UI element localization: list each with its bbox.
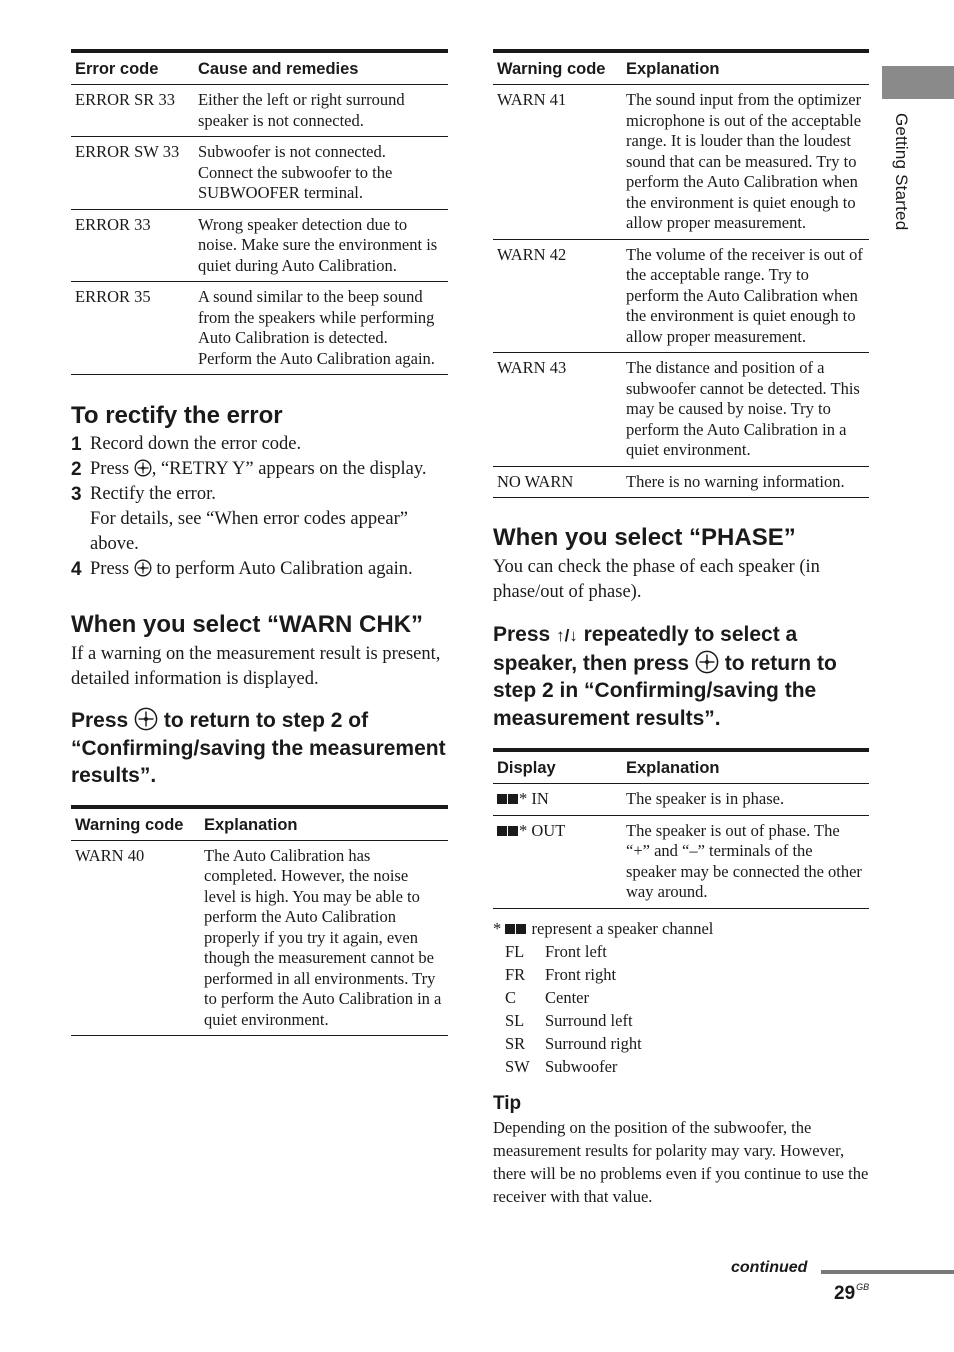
channel-abbr: SW bbox=[505, 1056, 530, 1076]
enter-button-icon bbox=[134, 559, 152, 577]
phase-heading: When you select “PHASE” bbox=[493, 524, 796, 551]
explanation-cell: The Auto Calibration has completed. However, the noise level is high. You may be able to perform the Auto Calibration properly if you try it again, even though the measurement cannot be performed in all environments. Try to perform the Auto Calibration in a quiet environment. bbox=[200, 840, 448, 1036]
step-item bbox=[71, 432, 448, 457]
section-tab-marker bbox=[882, 66, 954, 99]
column-header: Explanation bbox=[622, 51, 869, 85]
channel-name: Surround left bbox=[545, 1010, 633, 1030]
footnote-star: * bbox=[493, 918, 506, 938]
page-number-value: 29 bbox=[834, 1283, 856, 1304]
rectify-heading: To rectify the error bbox=[71, 402, 283, 429]
remedy-cell: Subwoofer is not connected. Connect the subwoofer to the SUBWOOFER terminal. bbox=[194, 137, 448, 210]
continued-bar bbox=[821, 1270, 954, 1274]
channel-abbr: C bbox=[505, 987, 517, 1007]
display-cell bbox=[493, 815, 622, 908]
warning-code-table-left bbox=[71, 805, 448, 1037]
table-row bbox=[71, 137, 448, 210]
channel-name: Center bbox=[545, 987, 589, 1007]
continued-label: continued bbox=[731, 1259, 808, 1276]
phase-display-table bbox=[493, 748, 869, 909]
column-header: Cause and remedies bbox=[194, 51, 448, 85]
enter-button-icon bbox=[134, 459, 152, 477]
explanation-cell: There is no warning information. bbox=[622, 466, 869, 498]
phase-instruction bbox=[493, 621, 869, 732]
table-row bbox=[71, 85, 448, 137]
step-text: Press bbox=[90, 559, 134, 579]
footnote-intro bbox=[493, 917, 869, 940]
remedy-cell: Wrong speaker detection due to noise. Make sure the environment is quiet during Auto Calibration. bbox=[194, 209, 448, 282]
right-column bbox=[493, 49, 869, 1208]
table-header-row bbox=[71, 807, 448, 841]
column-header: Explanation bbox=[622, 750, 869, 784]
instruction-text: to return to step 2 in “Confirming/saving the measurement results”. bbox=[493, 651, 837, 730]
page-suffix: GB bbox=[856, 1282, 870, 1292]
step-number: 3 bbox=[71, 484, 82, 505]
table-row bbox=[493, 466, 869, 498]
channel-abbr: FR bbox=[505, 964, 526, 984]
error-code-table bbox=[71, 49, 448, 375]
display-text: * IN bbox=[519, 789, 549, 808]
table-row bbox=[493, 784, 869, 816]
step-text: Rectify the error. bbox=[90, 484, 216, 504]
display-cell bbox=[493, 784, 622, 816]
remedy-cell: Either the left or right surround speaker is not connected. bbox=[194, 85, 448, 137]
list-item bbox=[493, 963, 869, 986]
list-item bbox=[493, 1032, 869, 1055]
table-row bbox=[493, 815, 869, 908]
list-item bbox=[493, 940, 869, 963]
channel-name: Front right bbox=[545, 964, 617, 984]
remedy-cell: A sound similar to the beep sound from the speakers while performing Auto Calibration is detected. Perform the Auto Calibration again. bbox=[194, 282, 448, 375]
list-item bbox=[493, 986, 869, 1009]
page-number bbox=[834, 1282, 869, 1305]
tip-body: Depending on the position of the subwoofer, the measurement results for polarity may vary. However, there will be no problems even if you continue to use the receiver with that value. bbox=[493, 1117, 869, 1206]
column-header: Warning code bbox=[71, 807, 200, 841]
column-header: Warning code bbox=[493, 51, 622, 85]
explanation-cell: The volume of the receiver is out of the acceptable range. Try to perform the Auto Calibration when the environment is quiet enough to allow proper measurement. bbox=[622, 239, 869, 353]
step-item bbox=[71, 557, 448, 582]
table-header-row bbox=[71, 51, 448, 85]
list-item bbox=[493, 1055, 869, 1078]
channel-footnote bbox=[493, 917, 869, 1078]
channel-squares-icon bbox=[497, 789, 519, 810]
footnote-text: represent a speaker channel bbox=[527, 918, 714, 938]
display-text: * OUT bbox=[519, 820, 566, 840]
column-header: Error code bbox=[71, 51, 194, 85]
tip-heading: Tip bbox=[493, 1092, 522, 1114]
warn-chk-heading: When you select “WARN CHK” bbox=[71, 611, 424, 638]
table-row bbox=[71, 209, 448, 282]
channel-abbr: SL bbox=[505, 1010, 525, 1030]
channel-squares-icon bbox=[497, 821, 519, 842]
step-item bbox=[71, 457, 448, 482]
left-column bbox=[71, 49, 448, 1036]
table-row bbox=[493, 353, 869, 467]
instruction-text: Press bbox=[493, 623, 557, 646]
column-header: Display bbox=[493, 750, 622, 784]
step-number: 2 bbox=[71, 459, 82, 480]
channel-name: Surround right bbox=[545, 1033, 642, 1053]
explanation-cell: The distance and position of a subwoofer cannot be detected. This may be caused by noise. Try to perform the Auto Calibration in a quiet environment. bbox=[622, 353, 869, 467]
warning-code-cell: WARN 43 bbox=[493, 353, 622, 467]
list-item bbox=[493, 1009, 869, 1032]
up-down-arrows-icon: ↑/↓ bbox=[556, 626, 578, 645]
instruction-text: to return to step 2 of “Confirming/saving the measurement results”. bbox=[71, 709, 446, 787]
step-number: 4 bbox=[71, 559, 82, 580]
error-code-cell: ERROR 35 bbox=[71, 282, 194, 375]
step-text: to perform Auto Calibration again. bbox=[151, 559, 413, 579]
step-text: Press bbox=[90, 459, 134, 479]
step-item bbox=[71, 482, 448, 557]
section-label: Getting Started bbox=[892, 113, 911, 231]
error-code-cell: ERROR 33 bbox=[71, 209, 194, 282]
table-row bbox=[71, 282, 448, 375]
table-row bbox=[71, 840, 448, 1036]
explanation-cell: The speaker is in phase. bbox=[622, 784, 869, 816]
channel-abbr: SR bbox=[505, 1033, 526, 1053]
step-note: For details, see “When error codes appear” above. bbox=[90, 509, 408, 554]
column-header: Explanation bbox=[200, 807, 448, 841]
channel-name: Subwoofer bbox=[545, 1056, 618, 1076]
rectify-steps bbox=[71, 432, 448, 582]
explanation-cell: The speaker is out of phase. The “+” and “–” terminals of the speaker may be connected the other way around. bbox=[622, 815, 869, 908]
warning-code-cell: NO WARN bbox=[493, 466, 622, 498]
table-header-row bbox=[493, 750, 869, 784]
step-text: , “RETRY Y” appears on the display. bbox=[151, 459, 427, 479]
warning-code-cell: WARN 42 bbox=[493, 239, 622, 353]
channel-abbr: FL bbox=[505, 941, 525, 961]
warn-chk-description: If a warning on the measurement result is present, detailed information is displayed. bbox=[71, 644, 441, 689]
phase-description: You can check the phase of each speaker (in phase/out of phase). bbox=[493, 557, 820, 602]
warning-code-table-right bbox=[493, 49, 869, 498]
channel-name: Front left bbox=[545, 941, 607, 961]
warning-code-cell: WARN 40 bbox=[71, 840, 200, 1036]
step-text: Record down the error code. bbox=[90, 434, 302, 454]
explanation-cell: The sound input from the optimizer microphone is out of the acceptable range. It is louder than the loudest sound that can be measured. Try to perform the Auto Calibration when the environment is quiet enough to allow proper measurement. bbox=[622, 85, 869, 240]
warning-code-cell: WARN 41 bbox=[493, 85, 622, 240]
enter-button-icon bbox=[134, 707, 158, 731]
table-row bbox=[493, 85, 869, 240]
enter-button-icon bbox=[695, 650, 719, 674]
warn-chk-instruction bbox=[71, 707, 448, 790]
table-row bbox=[493, 239, 869, 353]
instruction-text: Press bbox=[71, 709, 135, 732]
error-code-cell: ERROR SR 33 bbox=[71, 85, 194, 137]
instruction-text: repeatedly to select a speaker, then press bbox=[493, 623, 798, 675]
channel-squares-icon bbox=[505, 917, 527, 940]
error-code-cell: ERROR SW 33 bbox=[71, 137, 194, 210]
table-header-row bbox=[493, 51, 869, 85]
step-number: 1 bbox=[71, 434, 82, 455]
